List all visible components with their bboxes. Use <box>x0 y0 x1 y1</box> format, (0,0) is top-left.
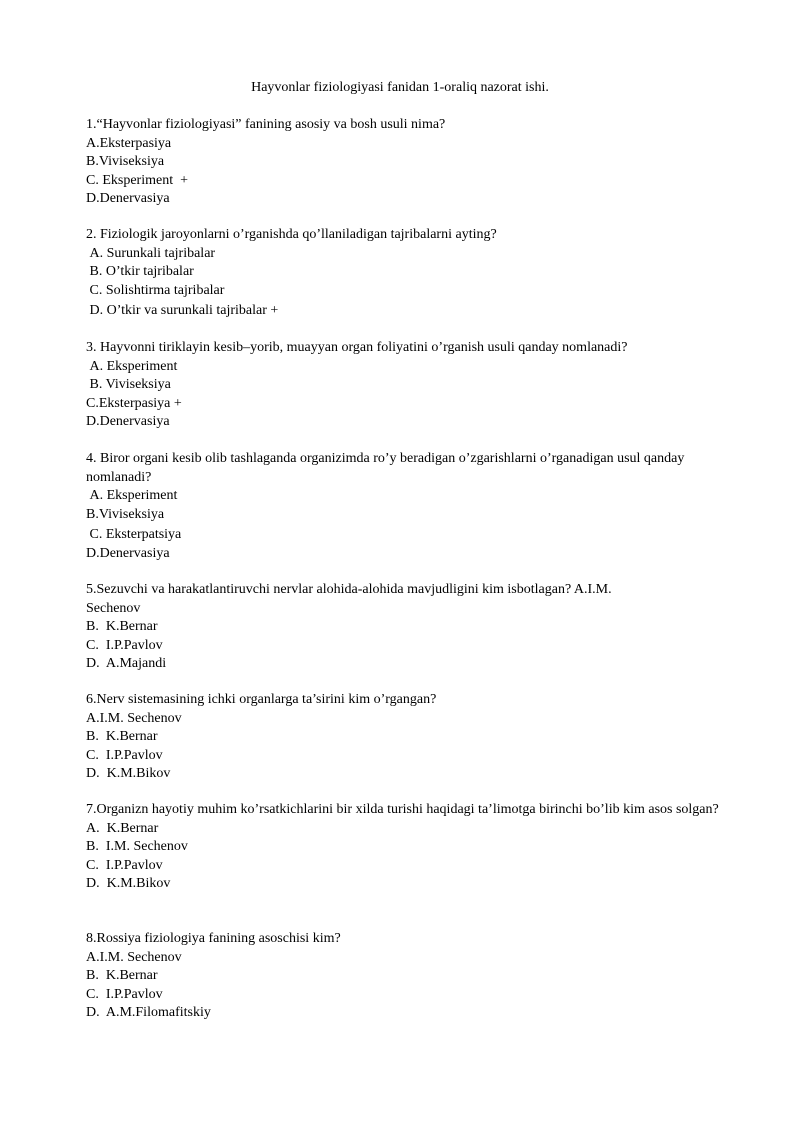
question-text: 6.Nerv sistemasining ichki organlarga ta’sirini kim o’rgangan? <box>86 692 437 707</box>
answer-option: C. I.P.Pavlov <box>86 986 163 1002</box>
answer-option: A.I.M. Sechenov <box>86 949 182 965</box>
answer-option: A. Eksperiment <box>86 488 178 503</box>
answer-option: B. K.Bernar <box>86 729 158 744</box>
answer-option: D.Denervasiya <box>86 191 170 206</box>
document-title: Hayvonlar fiziologiyasi fanidan 1-oraliq nazorat ishi. <box>251 80 549 95</box>
question-text: 2. Fiziologik jaroyonlarni o’rganishda qo’llaniladigan tajribalarni ayting? <box>86 227 497 242</box>
answer-option: D. O’tkir va surunkali tajribalar + <box>86 303 279 318</box>
answer-option: B. K.Bernar <box>86 619 158 634</box>
question-block <box>86 226 726 321</box>
answer-option: C. Eksterpatsiya <box>86 527 182 542</box>
answer-option: A. Eksperiment <box>86 358 178 374</box>
answer-option: A. K.Bernar <box>86 820 159 836</box>
question-text: 1.“Hayvonlar fiziologiyasi” fanining asosiy va bosh usuli nima? <box>86 117 446 132</box>
answer-option: D. A.Majandi <box>86 656 167 671</box>
answer-option: C. I.P.Pavlov <box>86 747 163 763</box>
question-block <box>86 691 726 784</box>
question-block <box>86 581 656 674</box>
question-text: 7.Organizn hayotiy muhim ko’rsatkichlarini bir xilda turishi haqidagi ta’limotga birinchi bo’lib kim asos solgan? <box>86 802 719 817</box>
answer-option: D. K.M.Bikov <box>86 766 171 781</box>
question-block <box>86 450 726 563</box>
question-block <box>86 116 726 209</box>
answer-option: D. K.M.Bikov <box>86 876 171 891</box>
question-block <box>86 801 726 894</box>
answer-option: B.Viviseksiya <box>86 506 165 522</box>
answer-option: C. I.P.Pavlov <box>86 857 163 873</box>
question-text: 3. Hayvonni tiriklayin kesib–yorib, muayyan organ foliyatini o’rganish usuli qanday nomlanadi? <box>86 340 628 355</box>
question-text: 4. Biror organi kesib olib tashlaganda organizimda ro’y beradigan o’zgarishlarni o’rganadigan usul qanday nomlanadi? <box>86 451 685 485</box>
answer-option: C. Eksperiment + <box>86 172 188 188</box>
answer-option: D.Denervasiya <box>86 414 170 429</box>
answer-option: C. Solishtirma tajribalar <box>86 282 225 298</box>
answer-option: B. K.Bernar <box>86 968 158 983</box>
answer-option: D.Denervasiya <box>86 545 170 561</box>
question-text: 8.Rossiya fiziologiya fanining asoschisi kim? <box>86 931 341 946</box>
answer-option: A.Eksterpasiya <box>86 135 172 151</box>
answer-option: A. Surunkali tajribalar <box>86 245 216 261</box>
answer-option: B.Viviseksiya <box>86 154 165 169</box>
answer-option: C.Eksterpasiya + <box>86 395 182 411</box>
answer-option: B. O’tkir tajribalar <box>86 264 194 279</box>
answer-option: D. A.M.Filomafitskiy <box>86 1005 211 1020</box>
answer-option: B. I.M. Sechenov <box>86 839 188 854</box>
question-text: 5.Sezuvchi va harakatlantiruvchi nervlar alohida-alohida mavjudligini kim isbotlagan? A.I.M. Sechenov <box>86 582 612 616</box>
answer-option: A.I.M. Sechenov <box>86 710 182 726</box>
question-block <box>86 339 726 432</box>
answer-option: B. Viviseksiya <box>86 377 171 392</box>
question-block <box>86 930 726 1023</box>
answer-option: C. I.P.Pavlov <box>86 637 163 653</box>
